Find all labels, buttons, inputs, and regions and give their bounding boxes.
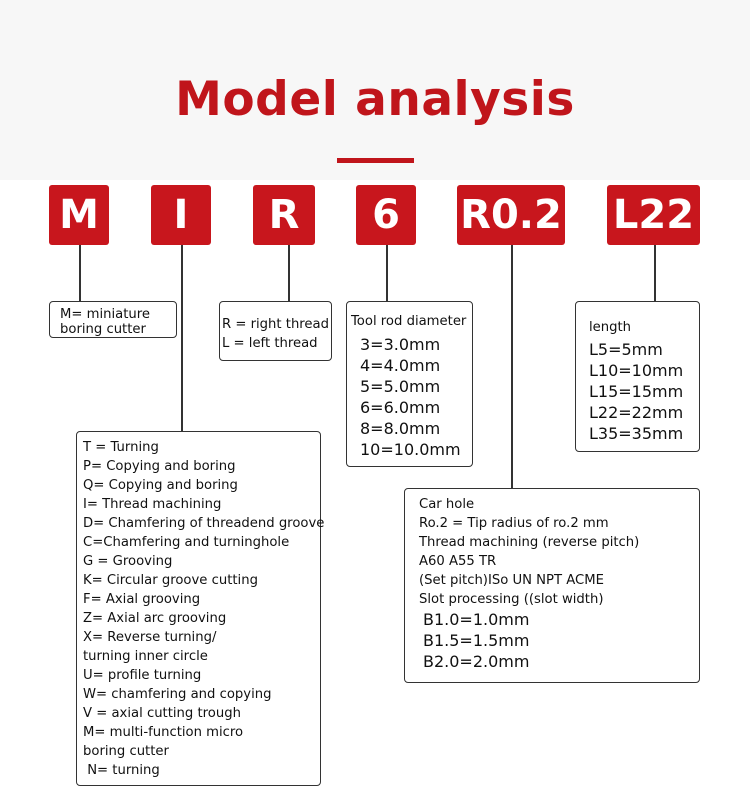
connector-l22 bbox=[654, 245, 656, 301]
desc-item: 10=10.0mm bbox=[360, 440, 461, 459]
desc-heading: Tool rod diameter bbox=[351, 314, 467, 329]
connector-i bbox=[181, 245, 183, 431]
code-box-i: I bbox=[151, 185, 211, 245]
desc-box-i bbox=[76, 431, 325, 786]
desc-line: turning inner circle bbox=[83, 649, 208, 664]
desc-line: U= profile turning bbox=[83, 668, 202, 683]
desc-box-length bbox=[575, 301, 700, 452]
desc-item: 6=6.0mm bbox=[360, 398, 441, 417]
desc-line: Slot processing ((slot width) bbox=[419, 592, 604, 607]
code-box-m: M bbox=[49, 185, 109, 245]
desc-line: M= multi-function micro bbox=[83, 725, 244, 740]
desc-line: C=Chamfering and turninghole bbox=[83, 535, 290, 550]
desc-line: M= miniature bbox=[60, 307, 151, 322]
desc-line: Z= Axial arc grooving bbox=[83, 611, 227, 626]
desc-item: L10=10mm bbox=[589, 361, 684, 380]
code-box-6: 6 bbox=[356, 185, 416, 245]
code-box-r: R bbox=[253, 185, 315, 245]
desc-line: boring cutter bbox=[83, 744, 169, 759]
connector-r bbox=[288, 245, 290, 301]
title-underline bbox=[337, 158, 414, 163]
desc-line: Ro.2 = Tip radius of ro.2 mm bbox=[419, 516, 609, 531]
desc-item: L35=35mm bbox=[589, 424, 684, 443]
desc-line: L = left thread bbox=[222, 336, 318, 351]
desc-box-r bbox=[219, 301, 332, 361]
desc-item: B2.0=2.0mm bbox=[423, 652, 530, 671]
desc-item: L5=5mm bbox=[589, 340, 663, 359]
desc-item: B1.0=1.0mm bbox=[423, 610, 530, 629]
desc-line: P= Copying and boring bbox=[83, 459, 236, 474]
desc-line: G = Grooving bbox=[83, 554, 173, 569]
desc-line: Q= Copying and boring bbox=[83, 478, 238, 493]
desc-line: T = Turning bbox=[83, 440, 159, 455]
desc-box-m bbox=[49, 301, 177, 338]
connector-6 bbox=[386, 245, 388, 301]
desc-item: L15=15mm bbox=[589, 382, 684, 401]
desc-line: N= turning bbox=[83, 763, 160, 778]
desc-line: (Set pitch)ISo UN NPT ACME bbox=[419, 573, 604, 588]
connector-r02 bbox=[511, 245, 513, 488]
desc-line: X= Reverse turning/ bbox=[83, 630, 217, 645]
desc-line: R = right thread bbox=[222, 317, 330, 332]
desc-box-diameter bbox=[346, 301, 473, 467]
desc-line: boring cutter bbox=[60, 322, 146, 337]
desc-line: Car hole bbox=[419, 497, 475, 512]
desc-item: L22=22mm bbox=[589, 403, 684, 422]
desc-line: Thread machining (reverse pitch) bbox=[419, 535, 640, 550]
connector-m bbox=[79, 245, 81, 301]
code-box-r02: R0.2 bbox=[457, 185, 565, 245]
desc-line: K= Circular groove cutting bbox=[83, 573, 258, 588]
desc-line: W= chamfering and copying bbox=[83, 687, 272, 702]
desc-box-r02 bbox=[404, 488, 700, 683]
desc-item: 4=4.0mm bbox=[360, 356, 441, 375]
page-title: Model analysis bbox=[175, 72, 575, 127]
desc-line: F= Axial grooving bbox=[83, 592, 201, 607]
desc-item: 5=5.0mm bbox=[360, 377, 441, 396]
code-box-l22: L22 bbox=[607, 185, 700, 245]
desc-line: I= Thread machining bbox=[83, 497, 222, 512]
desc-item: B1.5=1.5mm bbox=[423, 631, 530, 650]
desc-item: 8=8.0mm bbox=[360, 419, 441, 438]
desc-line: V = axial cutting trough bbox=[83, 706, 241, 721]
desc-item: 3=3.0mm bbox=[360, 335, 441, 354]
desc-line: A60 A55 TR bbox=[419, 554, 497, 569]
desc-heading: length bbox=[589, 320, 632, 335]
desc-line: D= Chamfering of threadend groove bbox=[83, 516, 325, 531]
